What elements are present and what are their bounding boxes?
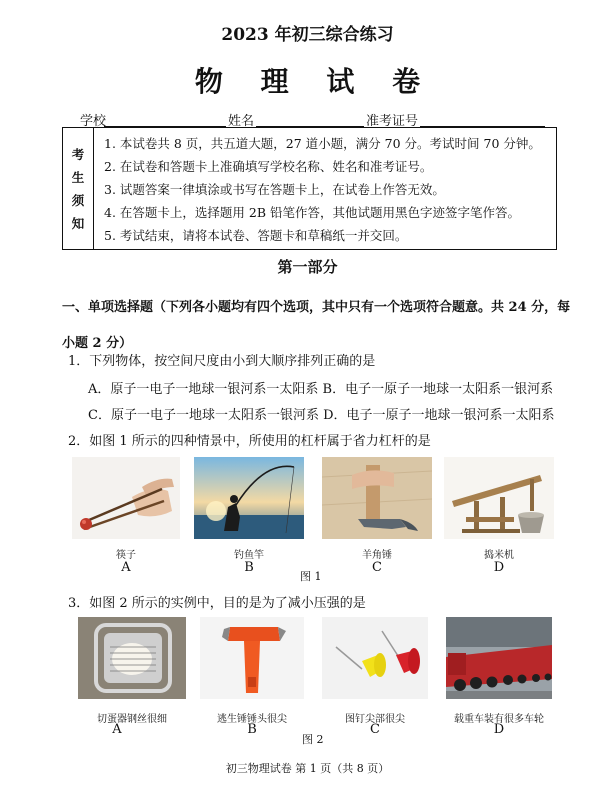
thumbtacks-image (322, 617, 428, 699)
student-info-line (80, 110, 545, 128)
notice-item: 4. 在答题卡上，选择题用 2B 铅笔作答，其他试题用黑色字迹签字笔作答。 (104, 205, 520, 220)
notice-item: 3. 试题答案一律填涂或书写在答题卡上，在试卷上作答无效。 (104, 182, 445, 197)
school-label: 学校 (80, 114, 107, 129)
question-type-heading: 一、单项选择题（下列各小题均有四个选项，其中只有一个选项符合题意。共 24 分，每小题 2 分） (62, 300, 571, 351)
q2-option-b-caption: 钓鱼竿 (234, 550, 264, 561)
q2-option-d-caption: 捣米机 (484, 550, 514, 561)
q2-option-a-caption: 筷子 (116, 550, 136, 561)
q3-option-c-letter: C (370, 722, 380, 737)
question-1-stem: 1．下列物体，按空间尺度由小到大顺序排列正确的是 (68, 354, 376, 369)
exam-main-title: 物 理 试 卷 (194, 65, 435, 98)
notice-item: 1. 本试卷共 8 页，共五道大题，27 道小题，满分 70 分。考试时间 70 分钟。 (104, 136, 541, 151)
figure-2-label: 图 2 (302, 733, 324, 746)
egg-slicer-image (78, 617, 186, 699)
chopsticks-image (72, 457, 180, 539)
heavy-truck-image (446, 617, 552, 699)
q3-option-c-caption: 图钉尖部很尖 (345, 714, 405, 725)
notice-item: 5. 考试结束，请将本试卷、答题卡和草稿纸一并交回。 (104, 228, 408, 243)
notice-heading: 考 生 须 知 (63, 128, 94, 250)
q2-option-c-letter: C (372, 560, 382, 575)
escape-hammer-image (200, 617, 304, 699)
q3-option-a-caption: 切蛋器钢丝很细 (97, 714, 167, 725)
q3-option-d-caption: 载重车装有很多车轮 (454, 714, 544, 725)
section-title: 第一部分 (277, 258, 338, 276)
q3-option-d-letter: D (493, 722, 505, 737)
name-label: 姓名 (228, 114, 255, 129)
claw-hammer-image (322, 457, 432, 539)
notice-body (94, 128, 557, 250)
fishing-rod-image (194, 457, 304, 539)
q3-option-b-letter: B (247, 722, 257, 737)
q3-option-a-letter: A (112, 722, 122, 737)
exam-header-title: 2023 年初三综合练习 (221, 25, 394, 45)
question-3-stem: 3．如图 2 所示的实例中，目的是为了减小压强的是 (68, 596, 366, 611)
figure-1-label: 图 1 (300, 570, 322, 583)
notice-item: 2. 在试卷和答题卡上准确填写学校名称、姓名和准考证号。 (104, 159, 433, 174)
q2-option-a-letter: A (121, 560, 131, 575)
page-footer: 初三物理试卷 第 1 页（共 8 页） (225, 762, 390, 775)
question-1-options-row2: C．原子一电子一地球一太阳系一银河系 D．电子一原子一地球一银河系一太阳系 (88, 408, 555, 423)
q2-option-d-letter: D (493, 560, 505, 575)
rice-pounder-image (444, 457, 554, 539)
q3-option-b-caption: 逃生锤锤头很尖 (217, 714, 287, 725)
question-2-stem: 2．如图 1 所示的四种情景中，所使用的杠杆属于省力杠杆的是 (68, 434, 431, 449)
q2-option-b-letter: B (244, 560, 254, 575)
question-1-options-row1: A．原子一电子一地球一银河系一太阳系 B．电子一原子一地球一太阳系一银河系 (88, 382, 554, 397)
notice-box (62, 127, 557, 250)
q2-option-c-caption: 羊角锤 (362, 550, 392, 561)
id-label: 准考证号 (366, 114, 419, 129)
